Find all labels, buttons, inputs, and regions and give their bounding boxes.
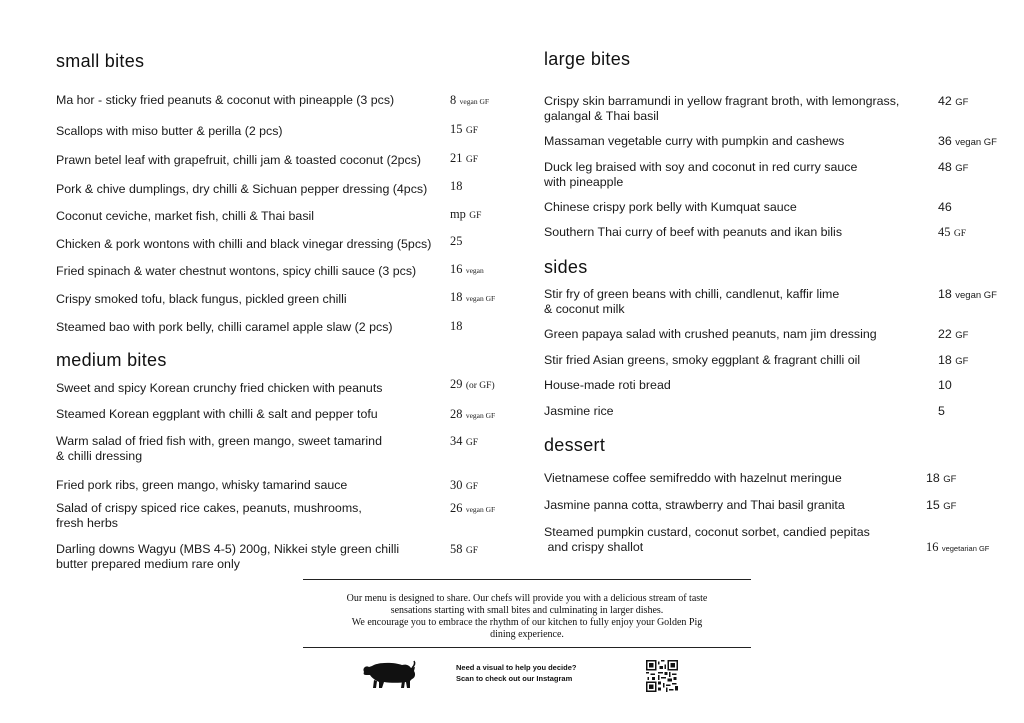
menu-item-price: 26 vegan GF — [450, 501, 496, 515]
menu-item-name: Crispy smoked tofu, black fungus, pickled green chilli — [56, 292, 347, 306]
menu-item-name: Chinese crispy pork belly with Kumquat sauce — [544, 200, 797, 214]
dessert-title: dessert — [544, 435, 606, 455]
menu-item-price: 48 GF — [938, 160, 969, 174]
menu-item-price: 18 GF — [926, 471, 957, 485]
menu-item-price: 18 — [450, 179, 463, 193]
menu-item-name: Scallops with miso butter & perilla (2 pcs) — [56, 124, 283, 138]
menu-item-name: Sweet and spicy Korean crunchy fried chicken with peanuts — [56, 381, 383, 395]
menu-item-name: Green papaya salad with crushed peanuts, nam jim dressing — [544, 327, 877, 341]
menu-item-price: 21 GF — [450, 151, 478, 165]
menu-item-price: 42 GF — [938, 94, 969, 108]
menu-item-name: Southern Thai curry of beef with peanuts and ikan bilis — [544, 225, 843, 239]
menu-item-price: 5 — [938, 404, 945, 418]
menu-item-price: 18 — [450, 319, 463, 333]
large-bites-title: large bites — [544, 49, 631, 69]
menu-item-name: Vietnamese coffee semifreddo with hazelnut meringue — [544, 471, 842, 485]
menu-item-price: 16 vegetarian GF — [926, 540, 990, 554]
pig-logo-icon — [360, 658, 418, 690]
footer-bottom-rule — [303, 647, 751, 648]
menu-item-price: 10 — [938, 378, 952, 392]
menu-item-name: Duck leg braised with soy and coconut in red curry sauce with pineapple — [544, 160, 858, 189]
menu-item-name: Steamed pumpkin custard, coconut sorbet, candied pepitas and crispy shallot — [544, 525, 870, 554]
menu-item-price: 34 GF — [450, 434, 478, 448]
menu-item-price: 18 GF — [938, 353, 969, 367]
menu-item-price: 29 (or GF) — [450, 377, 495, 391]
menu-item-name: Massaman vegetable curry with pumpkin and cashews — [544, 134, 845, 148]
menu-item-price: 15 GF — [926, 498, 957, 512]
menu-item-name: Steamed bao with pork belly, chilli caramel apple slaw (2 pcs) — [56, 320, 393, 334]
menu-item-name: House-made roti bread — [544, 378, 671, 392]
menu-item-price: 16 vegan — [450, 262, 484, 276]
menu-item-name: Steamed Korean eggplant with chilli & salt and pepper tofu — [56, 407, 378, 421]
menu-item-name: Fried spinach & water chestnut wontons, spicy chilli sauce (3 pcs) — [56, 264, 417, 278]
menu-item-price: 28 vegan GF — [450, 407, 496, 421]
sides-title: sides — [544, 257, 588, 277]
menu-item-price: 18 vegan GF — [450, 290, 496, 304]
menu-item-name: Jasmine panna cotta, strawberry and Thai basil granita — [544, 498, 845, 512]
menu-item-price: 46 — [938, 200, 952, 214]
menu-item-name: Jasmine rice — [544, 404, 614, 418]
menu-item-name: Stir fry of green beans with chilli, candlenut, kaffir lime & coconut milk — [544, 287, 840, 316]
menu-item-name: Pork & chive dumplings, dry chilli & Sichuan pepper dressing (4pcs) — [56, 182, 428, 196]
menu-item-price: 25 — [450, 234, 463, 248]
instagram-prompt: Need a visual to help you decide? Scan to check out our Instagram — [456, 663, 577, 683]
menu-item-name: Ma hor - sticky fried peanuts & coconut with pineapple (3 pcs) — [56, 93, 395, 107]
small-bites-title: small bites — [56, 51, 145, 71]
menu-item-price: 18 vegan GF — [938, 287, 997, 301]
menu-item-price: 22 GF — [938, 327, 969, 341]
menu-item-name: Prawn betel leaf with grapefruit, chilli jam & toasted coconut (2pcs) — [56, 153, 422, 167]
footer-top-rule — [303, 579, 751, 580]
menu-item-name: Fried pork ribs, green mango, whisky tamarind sauce — [56, 478, 348, 492]
menu-item-name: Stir fried Asian greens, smoky eggplant & fragrant chilli oil — [544, 353, 861, 367]
menu-item-name: Darling downs Wagyu (MBS 4-5) 200g, Nikkei style green chilli butter prepared medium rare only — [56, 542, 400, 571]
medium-bites-title: medium bites — [56, 350, 167, 370]
menu-item-price: 30 GF — [450, 478, 478, 492]
qr-code-icon[interactable] — [646, 660, 678, 692]
menu-item-name: Salad of crispy spiced rice cakes, peanuts, mushrooms, fresh herbs — [56, 501, 362, 530]
menu-item-name: Warm salad of fried fish with, green mango, sweet tamarind & chilli dressing — [56, 434, 382, 463]
menu-item-price: 15 GF — [450, 122, 478, 136]
menu-item-price: 36 vegan GF — [938, 134, 997, 148]
footer-message: Our menu is designed to share. Our chefs will provide you with a delicious stream of taste sensations starting with small bites and culminating in larger dishes. We encourage you to embrace the rhythm of our kitchen to fully enjoy your Golden Pig dining experience. — [346, 593, 708, 640]
menu-item-price: 8 vegan GF — [450, 93, 490, 107]
menu-item-price: 45 GF — [938, 225, 966, 239]
menu-item-name: Chicken & pork wontons with chilli and black vinegar dressing (5pcs) — [56, 237, 432, 251]
menu-item-price: 58 GF — [450, 542, 478, 556]
menu-item-name: Crispy skin barramundi in yellow fragrant broth, with lemongrass, galangal & Thai basil — [544, 94, 900, 123]
menu-item-price: mp GF — [450, 207, 482, 221]
menu-item-name: Coconut ceviche, market fish, chilli & Thai basil — [56, 209, 315, 223]
